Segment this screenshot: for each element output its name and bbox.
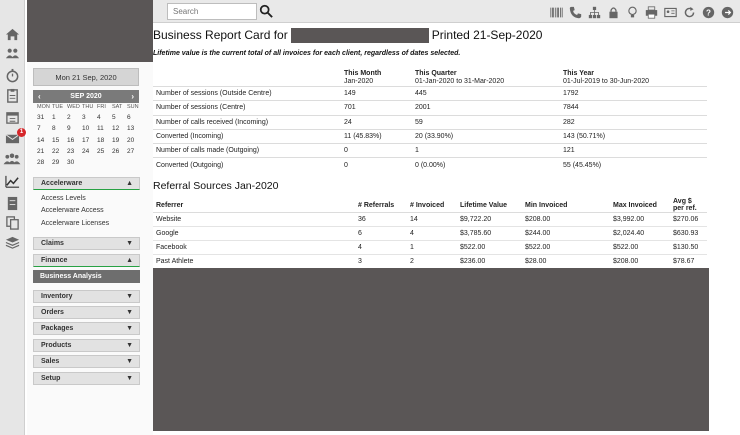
menu-section-label: Accelerware	[41, 180, 83, 187]
calendar-dow: THU	[82, 104, 94, 110]
summary-cell-year: 55 (45.45%)	[560, 158, 707, 172]
menu-item-access-levels[interactable]: Access Levels	[41, 195, 86, 202]
chevron-down-icon: ▼	[126, 240, 133, 247]
referral-cell: 36	[355, 213, 407, 227]
calendar-dow: FRI	[97, 104, 106, 110]
group-icon[interactable]	[3, 152, 21, 167]
filing-icon[interactable]	[5, 196, 20, 211]
chevron-up-icon: ▲	[126, 257, 133, 264]
summary-cell-label: Converted (Outgoing)	[153, 158, 341, 172]
referral-cell: $9,722.20	[457, 213, 522, 227]
referral-cell: $236.00	[457, 255, 522, 269]
people-icon[interactable]	[5, 46, 20, 61]
menu-section-claims[interactable]	[33, 237, 140, 250]
summary-cell-quarter: 59	[412, 115, 560, 129]
menu-section-label: Orders	[41, 309, 64, 316]
referral-cell: $3,785.60	[457, 227, 522, 241]
summary-cell-label: Number of sessions (Centre)	[153, 101, 341, 115]
summary-cell-year: 7844	[560, 101, 707, 115]
referral-cell: Google	[153, 227, 355, 241]
referral-header-row	[153, 198, 707, 213]
summary-row	[153, 158, 707, 172]
menu-section-setup[interactable]	[33, 372, 140, 385]
calendar-dow: SUN	[127, 104, 139, 110]
barcode-icon[interactable]	[549, 5, 563, 19]
calendar-day[interactable]: 18	[97, 136, 105, 144]
toolbar-icons	[549, 5, 734, 19]
calendar-day[interactable]: 3	[82, 114, 86, 121]
search-input[interactable]	[167, 3, 257, 20]
summary-cell-month: 701	[341, 101, 412, 115]
calendar-dow: WED	[67, 104, 80, 110]
summary-cell-quarter: 445	[412, 87, 560, 101]
referral-cell: 3	[355, 255, 407, 269]
referral-cell: $208.00	[522, 213, 610, 227]
calendar-day[interactable]: 11	[97, 125, 104, 133]
referral-cell: 14	[407, 213, 457, 227]
referral-cell: $3,992.00	[610, 213, 670, 227]
referral-cell: $522.00	[457, 241, 522, 255]
menu-item-accelerware-licenses[interactable]: Accelerware Licenses	[41, 220, 110, 227]
referral-row	[153, 255, 707, 269]
summary-header-blank	[153, 70, 341, 87]
calendar-day	[94, 157, 109, 168]
chevron-down-icon: ▼	[126, 309, 133, 316]
referral-cell: 4	[355, 241, 407, 255]
referral-cell: $522.00	[610, 241, 670, 255]
calendar-day[interactable]: 7	[37, 125, 41, 133]
chevron-down-icon: ▼	[126, 375, 133, 382]
referral-row	[153, 241, 707, 255]
referral-cell: $522.00	[522, 241, 610, 255]
menu-section-packages[interactable]	[33, 322, 140, 335]
referral-header-cell: # Referrals	[355, 198, 407, 213]
referral-cell: $28.00	[522, 255, 610, 269]
summary-cell-month: 149	[341, 87, 412, 101]
referral-title: Referral Sources Jan-2020	[153, 180, 279, 192]
referral-cell: 6	[355, 227, 407, 241]
layers-icon[interactable]	[5, 235, 20, 250]
calendar-day[interactable]: 29	[52, 159, 60, 167]
menu-section-products[interactable]	[33, 339, 140, 352]
calendar-day[interactable]: 24	[82, 147, 90, 155]
chevron-up-icon: ▲	[126, 180, 133, 187]
menu-item-business-analysis[interactable]: Business Analysis	[33, 270, 140, 283]
summary-header-month: This Month Jan-2020	[344, 70, 382, 85]
summary-header-row	[153, 70, 707, 87]
calendar-day[interactable]: 17	[82, 136, 90, 144]
menu-section-label: Finance	[41, 257, 68, 264]
summary-cell-year: 121	[560, 144, 707, 158]
calendar-day[interactable]: 30	[67, 159, 75, 167]
refresh-icon[interactable]	[682, 5, 696, 19]
referral-cell: $244.00	[522, 227, 610, 241]
lifetime-note: Lifetime value is the current total of all invoices for each client, regardless of dates selected.	[153, 50, 461, 57]
referral-cell: $78.67	[670, 255, 707, 269]
summary-cell-month: 11 (45.83%)	[341, 129, 412, 143]
menu-section-orders[interactable]	[33, 306, 140, 319]
summary-cell-month: 24	[341, 115, 412, 129]
calendar-day[interactable]: 22	[52, 147, 60, 155]
referral-cell: $270.06	[670, 213, 707, 227]
referral-cell: 1	[407, 241, 457, 255]
calendar-dow: SAT	[112, 104, 123, 110]
calendar-day[interactable]: 23	[67, 147, 75, 155]
menu-section-label: Products	[41, 342, 72, 349]
referral-header-cell: Max Invoiced	[610, 198, 670, 213]
phone-icon[interactable]	[568, 5, 582, 19]
svg-text:?: ?	[705, 7, 711, 17]
referral-header-cell: Lifetime Value	[457, 198, 522, 213]
summary-cell-year: 282	[560, 115, 707, 129]
mini-calendar	[33, 90, 139, 168]
calendar-day[interactable]: 10	[82, 125, 90, 133]
calendar-day[interactable]: 13	[127, 125, 135, 133]
search-icon[interactable]	[259, 4, 273, 18]
menu-section-label: Claims	[41, 240, 64, 247]
summary-cell-label: Number of calls made (Outgoing)	[153, 144, 341, 158]
referral-cell: 2	[407, 255, 457, 269]
calendar-day[interactable]: 2	[67, 114, 71, 121]
summary-cell-year: 143 (50.71%)	[560, 129, 707, 143]
mail-badge: 1	[17, 128, 26, 137]
menu-section-label: Packages	[41, 325, 74, 332]
calendar-day[interactable]: 8	[52, 125, 56, 133]
summary-row	[153, 144, 707, 158]
calendar-dow: TUE	[52, 104, 63, 110]
summary-cell-label: Number of sessions (Outside Centre)	[153, 87, 341, 101]
summary-cell-year: 1792	[560, 87, 707, 101]
calendar-day[interactable]: 6	[127, 114, 131, 121]
lightbulb-icon[interactable]	[625, 5, 639, 19]
summary-row	[153, 115, 707, 129]
printer-icon[interactable]	[644, 5, 658, 19]
summary-cell-quarter: 1	[412, 144, 560, 158]
logout-icon[interactable]	[720, 5, 734, 19]
calendar-next-button[interactable]: ›	[131, 92, 134, 101]
sitemap-icon[interactable]	[587, 5, 601, 19]
calendar-day[interactable]: 27	[127, 147, 135, 155]
calendar-month: SEP 2020	[70, 93, 102, 100]
copy-icon[interactable]	[5, 215, 20, 230]
redacted-content-block	[153, 268, 709, 431]
summary-cell-month: 0	[341, 144, 412, 158]
calendar-day	[109, 157, 124, 168]
summary-header-year: This Year 01-Jul-2019 to 30-Jun-2020	[563, 70, 650, 85]
menu-section-finance[interactable]	[33, 254, 140, 267]
lock-icon[interactable]	[606, 5, 620, 19]
calendar-day[interactable]: 5	[112, 114, 116, 121]
calendar-header	[33, 90, 139, 103]
calendar-dow: MON	[37, 104, 50, 110]
summary-cell-month: 0	[341, 158, 412, 172]
referral-header-cell: Referrer	[153, 198, 355, 213]
summary-table	[153, 70, 707, 172]
calendar-day[interactable]: 14	[37, 136, 45, 144]
calendar-day[interactable]: 19	[112, 136, 120, 144]
summary-header-quarter: This Quarter 01-Jan-2020 to 31-Mar-2020	[415, 70, 505, 85]
calendar-day	[124, 157, 139, 168]
summary-cell-quarter: 2001	[412, 101, 560, 115]
referral-row	[153, 213, 707, 227]
summary-cell-quarter: 20 (33.90%)	[412, 129, 560, 143]
menu-section-label: Setup	[41, 375, 61, 382]
referral-cell: $630.93	[670, 227, 707, 241]
current-date[interactable]: Mon 21 Sep, 2020	[33, 68, 139, 86]
calendar-day[interactable]: 31	[37, 114, 45, 121]
calendar-day[interactable]: 4	[97, 114, 101, 121]
calendar-icon[interactable]	[5, 110, 20, 125]
calendar-day[interactable]: 12	[112, 125, 120, 133]
home-icon[interactable]	[5, 27, 20, 42]
calendar-day[interactable]: 25	[97, 147, 105, 155]
report-title-suffix: Printed 21-Sep-2020	[431, 28, 543, 42]
calendar-day[interactable]: 9	[67, 125, 71, 133]
menu-item-accelerware-access[interactable]: Accelerware Access	[41, 207, 104, 214]
referral-cell: $130.50	[670, 241, 707, 255]
menu-section-accelerware[interactable]	[33, 177, 140, 190]
chevron-down-icon: ▼	[126, 358, 133, 365]
report-title-prefix: Business Report Card for	[153, 28, 288, 42]
summary-cell-quarter: 0 (0.00%)	[412, 158, 560, 172]
summary-row	[153, 87, 707, 101]
chevron-down-icon: ▼	[126, 293, 133, 300]
menu-section-label: Sales	[41, 358, 60, 365]
referral-table	[153, 198, 707, 269]
icon-rail	[0, 0, 25, 435]
summary-row	[153, 101, 707, 115]
chevron-down-icon: ▼	[126, 342, 133, 349]
calendar-day[interactable]: 28	[37, 159, 45, 167]
id-card-icon[interactable]	[663, 5, 677, 19]
referral-cell: 4	[407, 227, 457, 241]
chart-line-icon[interactable]	[5, 174, 20, 189]
calendar-day[interactable]: 21	[37, 147, 45, 155]
calendar-day[interactable]: 15	[52, 136, 60, 144]
calendar-day	[79, 157, 94, 168]
referral-header-cell: Avg $ per ref.	[670, 198, 707, 213]
referral-cell: $2,024.40	[610, 227, 670, 241]
redacted-client-name	[291, 28, 429, 43]
menu-section-label: Inventory	[41, 293, 73, 300]
chevron-down-icon: ▼	[126, 325, 133, 332]
referral-header-cell: # Invoiced	[407, 198, 457, 213]
calendar-day[interactable]: 1	[52, 114, 56, 121]
summary-row	[153, 129, 707, 143]
referral-cell: Past Athlete	[153, 255, 355, 269]
redacted-logo-block	[27, 0, 153, 62]
help-icon[interactable]	[701, 5, 715, 19]
calendar-day[interactable]: 20	[127, 136, 135, 144]
calendar-prev-button[interactable]: ‹	[38, 92, 41, 101]
calendar-grid	[33, 103, 139, 168]
clipboard-icon[interactable]	[5, 88, 20, 103]
referral-cell: $208.00	[610, 255, 670, 269]
stopwatch-icon[interactable]	[5, 68, 20, 83]
calendar-day[interactable]: 26	[112, 147, 120, 155]
summary-cell-label: Converted (Incoming)	[153, 129, 341, 143]
referral-cell: Website	[153, 213, 355, 227]
menu-section-inventory[interactable]	[33, 290, 140, 303]
referral-cell: Facebook	[153, 241, 355, 255]
referral-body	[153, 213, 707, 269]
menu-section-sales[interactable]	[33, 355, 140, 368]
summary-cell-label: Number of calls received (Incoming)	[153, 115, 341, 129]
summary-body	[153, 87, 707, 173]
referral-row	[153, 227, 707, 241]
referral-header-cell: Min Invoiced	[522, 198, 610, 213]
report-title	[153, 28, 542, 43]
calendar-day[interactable]: 16	[67, 136, 75, 144]
